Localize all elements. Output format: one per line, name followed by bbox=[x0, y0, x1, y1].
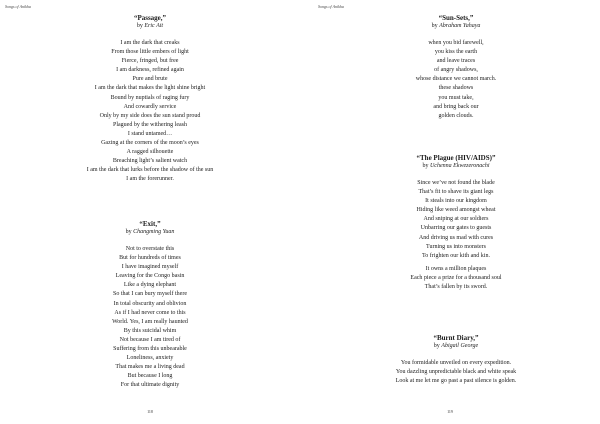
poem-title: “The Plague (HIV/AIDS)” bbox=[416, 154, 496, 162]
poem-title: “Passage,” bbox=[133, 14, 167, 22]
poem-line: That makes me a living dead bbox=[115, 364, 185, 371]
poem-line: In total obscurity and oblivion bbox=[113, 300, 187, 307]
poem-line: Like a dying elephant bbox=[123, 282, 177, 289]
poem-title: “Burnt Diary,” bbox=[433, 334, 479, 342]
poem-line: Bound by nuptials of raging fury bbox=[110, 94, 190, 101]
poem-author: Eric Ait bbox=[144, 23, 164, 29]
poem-line: But because I long bbox=[127, 373, 173, 380]
poem-line: Plagued by the withering leash bbox=[113, 121, 187, 128]
poem-line: Each piece a prize for a thousand soul bbox=[410, 274, 502, 281]
poem-line: Loneliness, anxiety bbox=[126, 355, 174, 362]
poem-line: Pure and brute bbox=[132, 76, 168, 83]
poem-line: You dazzling unpredictable black and white speak bbox=[395, 369, 517, 376]
poem-lines bbox=[306, 39, 600, 121]
poem-sun-sets bbox=[306, 14, 600, 121]
poem-line: Look at me let me go past a past silence is golden. bbox=[395, 378, 517, 385]
poem-line: So that I can bury myself there bbox=[113, 291, 187, 298]
poem-lines bbox=[0, 245, 300, 391]
poem-the-plague bbox=[306, 154, 600, 292]
poem-line: That’s fit to shave its giant legs bbox=[418, 189, 494, 196]
poem-line: That’s fallen by its sword. bbox=[424, 284, 488, 291]
poem-line: you kiss the earth bbox=[434, 49, 478, 56]
poem-line: Leaving for the Congo basin bbox=[115, 273, 185, 280]
poem-line: I am the forerunner. bbox=[126, 176, 174, 183]
poem-line: World. Yes, I am really haunted bbox=[112, 318, 188, 325]
poem-byline: by Abigail George bbox=[433, 343, 479, 349]
page-number: 119 bbox=[447, 409, 453, 414]
poem-line: I am the dark that creaks bbox=[120, 40, 180, 46]
poem-exit bbox=[0, 220, 300, 391]
poem-line: To frighten our kith and kin. bbox=[422, 252, 490, 259]
poem-line: these shadows bbox=[438, 85, 474, 92]
poem-author: Abraham Yahaya bbox=[439, 23, 481, 29]
poem-line: And cowardly service bbox=[123, 103, 177, 110]
poem-byline: by Abraham Yahaya bbox=[431, 23, 481, 29]
running-head: Songs of Anikha bbox=[318, 4, 344, 9]
poem-line: By this suicidal whim bbox=[123, 327, 177, 334]
poem-line: It steals into our kingdom bbox=[425, 198, 487, 205]
poem-line: Gazing at the corners of the moon’s eyes bbox=[101, 140, 199, 147]
poem-stanza-2 bbox=[306, 265, 600, 292]
poem-line: of angry shadows, bbox=[434, 67, 478, 74]
poem-line: I am the dark that makes the light shine bright bbox=[94, 85, 206, 92]
poem-line: whose distance we cannot march. bbox=[415, 76, 497, 83]
poem-line: Not to overstate this bbox=[125, 246, 175, 252]
poem-line: I stand untamed… bbox=[127, 130, 173, 137]
poem-line: Since we’ve not found the blade bbox=[417, 180, 495, 186]
poem-line: Suffering from this unbearable bbox=[113, 346, 187, 353]
poem-line: you must take, bbox=[438, 94, 474, 101]
poem-stanza-1 bbox=[306, 179, 600, 261]
poem-title: “Sun-Sets,” bbox=[438, 14, 474, 22]
poem-line: And sniping at our soldiers bbox=[423, 216, 489, 223]
poem-line: I am the dark that lurks before the shadow of the sun bbox=[86, 167, 214, 174]
poem-line: Hiding like weed amongst wheat bbox=[416, 207, 496, 214]
poem-line: and leave traces bbox=[436, 58, 476, 65]
poem-line: As if I had never come to this bbox=[114, 309, 186, 316]
right-page bbox=[300, 0, 600, 424]
poem-line: It owns a million plaques bbox=[425, 265, 487, 272]
poem-line: Not because I am tired of bbox=[119, 336, 181, 343]
poem-line: golden clouds. bbox=[438, 112, 474, 119]
poem-line: Breaching light’s salient watch bbox=[112, 158, 188, 165]
poem-line: But for hundreds of times bbox=[119, 255, 181, 262]
poem-line: when you bid farewell, bbox=[428, 40, 484, 46]
poem-line: You formidable unveiled on every expedition. bbox=[400, 360, 512, 366]
poem-line: From those little embers of light bbox=[111, 49, 189, 56]
poem-byline: by Uchenna Ekwezeronachi bbox=[422, 163, 490, 169]
poem-lines bbox=[0, 39, 300, 185]
poem-line: Only by my side does the sun stand proud bbox=[99, 112, 201, 119]
poem-passage bbox=[0, 14, 300, 185]
poem-title: “Exit,” bbox=[139, 220, 161, 228]
running-head: Songs of Anikha bbox=[5, 4, 31, 9]
poem-line: and bring back our bbox=[433, 103, 479, 110]
poem-line: A ragged silhouette bbox=[126, 149, 174, 156]
poem-author: Uchenna Ekwezeronachi bbox=[429, 163, 490, 169]
poem-byline: by Changming Yuan bbox=[125, 229, 175, 235]
poem-burnt-diary bbox=[306, 334, 600, 386]
poem-line: I am darkness, refined again bbox=[116, 67, 184, 74]
page-number: 118 bbox=[147, 409, 153, 414]
poem-line: Unbarring our gates to guests bbox=[420, 225, 492, 232]
poem-line: Fierce, fringed, but free bbox=[121, 58, 179, 65]
poem-lines bbox=[306, 359, 600, 386]
poem-byline: by Eric Ait bbox=[136, 23, 164, 29]
poem-author: Abigail George bbox=[441, 343, 479, 349]
poem-line: And driving us mad with cures bbox=[418, 234, 494, 241]
poem-author: Changming Yuan bbox=[133, 229, 175, 235]
poem-line: Turning us into monsters bbox=[426, 243, 486, 250]
poem-line: For that ultimate dignity bbox=[120, 382, 180, 389]
poem-line: I have imagined myself bbox=[121, 264, 179, 271]
